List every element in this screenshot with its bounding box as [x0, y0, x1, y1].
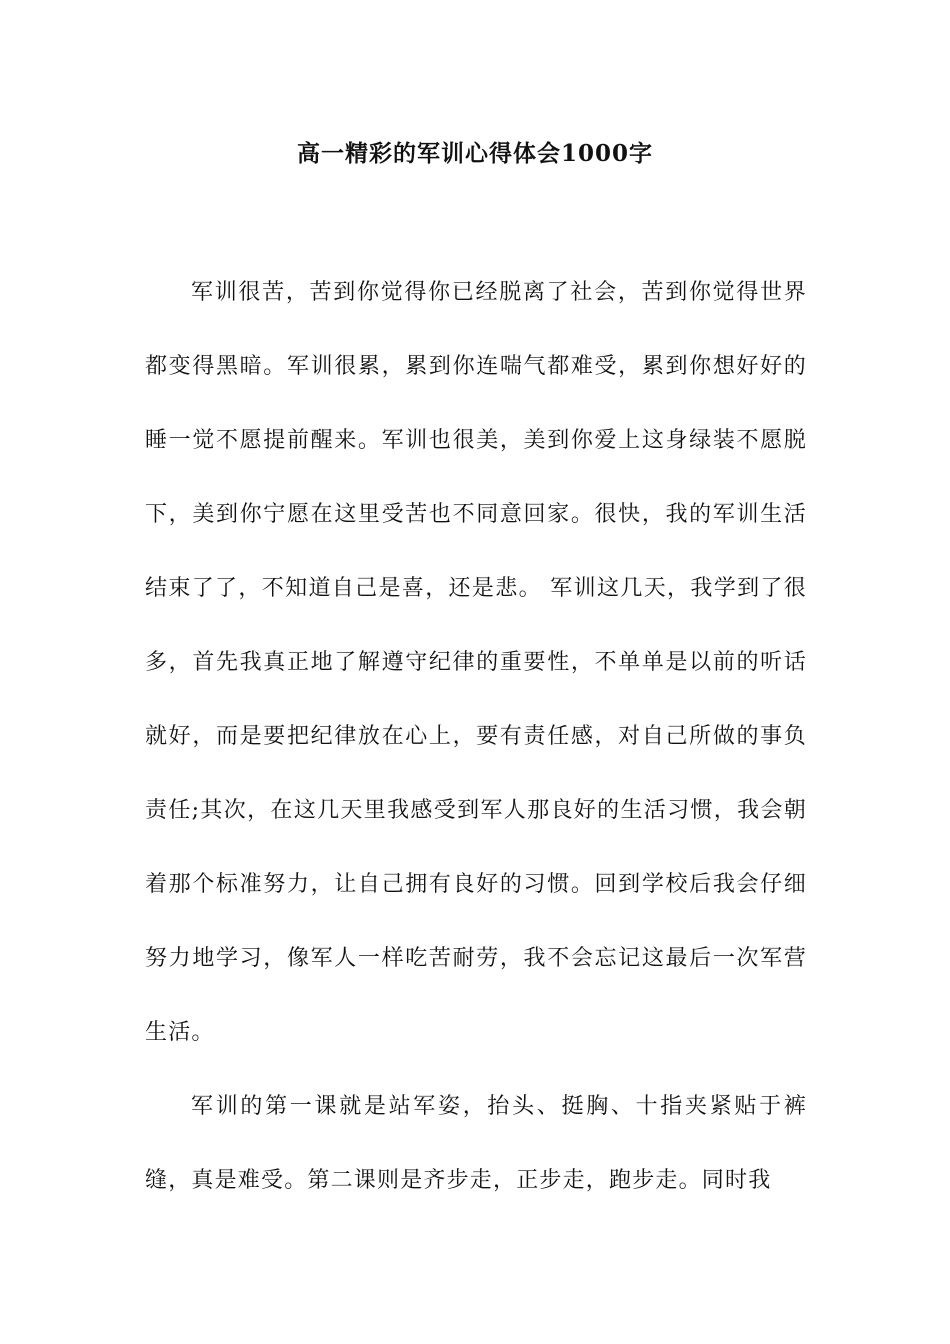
paragraph-1: 军训很苦，苦到你觉得你已经脱离了社会，苦到你觉得世界都变得黑暗。军训很累，累到你连喘气都难受，累到你想好好的睡一觉不愿提前醒来。军训也很美，美到你爱上这身绿装不愿脱下，美到你宁愿在这里受苦也不同意回家。很快，我的军训生活结束了了，不知道自己是喜，还是悲。 军训这几天，我学到了很多，首先我真正地了解遵守纪律的重要性，不单单是以前的听话就好，而是要把纪律放在心上，要有责任感，对自己所做的事负责任;其次，在这几天里我感受到军人那良好的生活习惯，我会朝着那个标准努力，让自己拥有良好的习惯。回到学校后我会仔细努力地学习，像军人一样吃苦耐劳，我不会忘记这最后一次军营生活。 [145, 280, 807, 1045]
paragraph-2: 军训的第一课就是站军姿，抬头、挺胸、十指夹紧贴于裤缝，真是难受。第二课则是齐步走，正步走，跑步走。同时我 [145, 1094, 807, 1193]
document-title: 高一精彩的军训心得体会1000字 [296, 140, 653, 167]
document-body [145, 256, 807, 1218]
